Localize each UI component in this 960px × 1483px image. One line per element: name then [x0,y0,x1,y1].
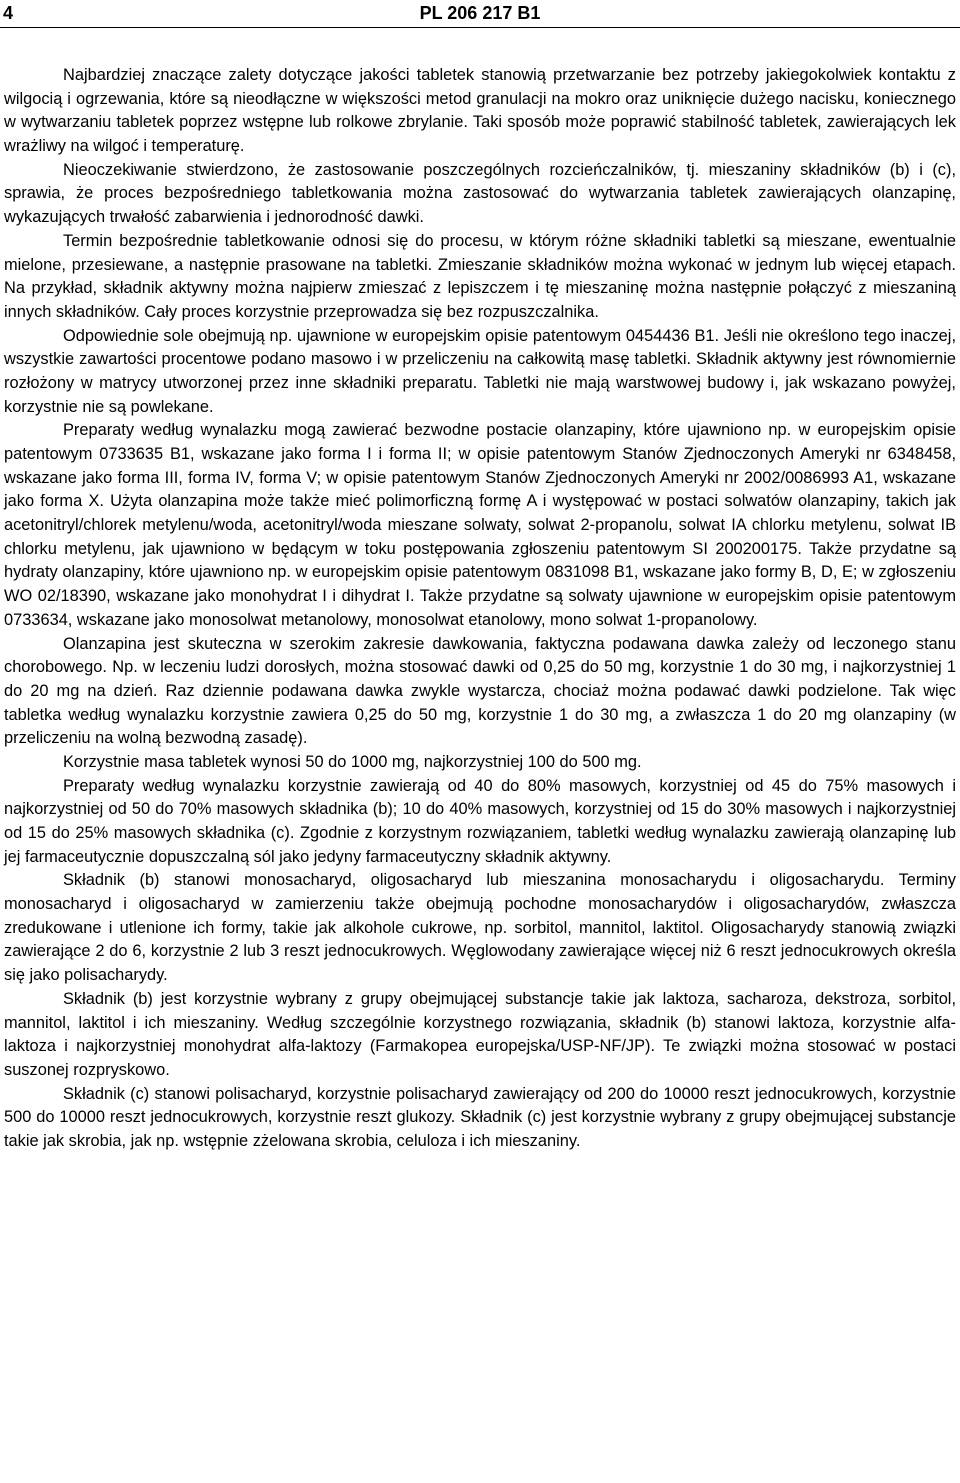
paragraph: Składnik (b) jest korzystnie wybrany z grupy obejmującej substancje takie jak laktoza, sacharoza, dekstroza, sorbitol, mannitol, laktitol i ich mieszaniny. Według szczególnie korzystnego rozwiązania, składnik (b) stanowi laktoza, korzystnie alfa-laktoza i najkorzystniej monohydrat alfa-laktozy (Farmakopea europejska/USP-NF/JP). Te związki można stosować w postaci suszonej rozpryskowo. [4,989,956,1079]
body-text [4,64,956,1154]
paragraph: Preparaty według wynalazku mogą zawierać bezwodne postacie olanzapiny, które ujawniono np. w europejskim opisie patentowym 0733635 B1, wskazane jako forma I i forma II; w opisie patentowym Stanów Zjednoczonych Ameryki nr 6348458, wskazane jako forma III, forma IV, forma V; w opisie patentowym Stanów Zjednoczonych Ameryki nr 2002/0086993 A1, wskazane jako forma X. Użyta olanzapina może także mieć polimorficzną formę A i występować w postaci solwatów olanzapiny, takich jak acetonitryl/chlorek metylenu/woda, acetonitryl/woda mieszane solwaty, solwat 2-propanolu, solwat IA chlorku metylenu, solwat IB chlorku metylenu, jak ujawniono w będącym w toku postępowania zgłoszeniu patentowym SI 200200175. Także przydatne są hydraty olanzapiny, które ujawniono np. w europejskim opisie patentowym 0831098 B1, wskazane jako formy B, D, E; w zgłoszeniu WO 02/18390, wskazane jako monohydrat I i dihydrat I. Także przydatne są solwaty ujawnione w europejskim opisie patentowym 0733634, wskazane jako monosolwat metanolowy, monosolwat etanolowy, mono solwat 1-propanolowy. [4,421,956,629]
page-header [0,0,960,28]
paragraph: Preparaty według wynalazku korzystnie zawierają od 40 do 80% masowych, korzystniej od 45 do 75% masowych i najkorzystniej od 50 do 70% masowych składnika (b); 10 do 40% masowych, korzystniej od 15 do 30% masowych i najkorzystniej od 15 do 25% masowych składnika (c). Zgodnie z korzystnym rozwiązaniem, tabletki według wynalazku zawierają olanzapinę lub jej farmaceutycznie dopuszczalną sól jako jedyny farmaceutyczny składnik aktywny. [4,776,956,866]
paragraph: Termin bezpośrednie tabletkowanie odnosi się do procesu, w którym różne składniki tabletki są mieszane, ewentualnie mielone, przesiewane, a następnie prasowane na tabletki. Zmieszanie składników można wykonać w jednym lub więcej etapach. Na przykład, składnik aktywny można najpierw zmieszać z lepiszczem i tę mieszaninę można następnie połączyć z mieszaniną innych składników. Cały proces korzystnie przeprowadza się bez rozpuszczalnika. [4,231,956,321]
paragraph: Nieoczekiwanie stwierdzono, że zastosowanie poszczególnych rozcieńczalników, tj. mieszaniny składników (b) i (c), sprawia, że proces bezpośredniego tabletkowania można zastosować do wytwarzania tabletek zawierających olanzapinę, wykazujących trwałość zabarwienia i jednorodność dawki. [4,160,956,227]
paragraph: Najbardziej znaczące zalety dotyczące jakości tabletek stanowią przetwarzanie bez potrzeby jakiegokolwiek kontaktu z wilgocią i ogrzewania, które są nieodłączne w większości metod granulacji na mokro oraz uniknięcie dużego nacisku, koniecznego w wytwarzaniu tabletek poprzez wstępne lub rolkowe zbrylanie. Taki sposób może poprawić stabilność tabletek, zawierających lek wrażliwy na wilgoć i temperaturę. [4,66,956,156]
paragraph: Składnik (c) stanowi polisacharyd, korzystnie polisacharyd zawierający od 200 do 10000 reszt jednocukrowych, korzystnie 500 do 10000 reszt jednocukrowych, korzystnie reszt glukozy. Składnik (c) jest korzystnie wybrany z grupy obejmującej substancje takie jak skrobia, jak np. wstępnie zżelowana skrobia, celuloza i ich mieszaniny. [4,1084,956,1150]
paragraph: Olanzapina jest skuteczna w szerokim zakresie dawkowania, faktyczna podawana dawka zależy od leczonego stanu chorobowego. Np. w leczeniu ludzi dorosłych, można stosować dawki od 0,25 do 50 mg, korzystnie 1 do 30 mg, i najkorzystniej 1 do 20 mg na dzień. Raz dziennie podawana dawka zwykle wystarcza, chociaż można podawać dawki podzielone. Tak więc tabletka według wynalazku korzystnie zawiera 0,25 do 50 mg, korzystnie 1 do 30 mg, a zwłaszcza 1 do 20 mg olanzapiny (w przeliczeniu na wolną bezwodną zasadę). [4,634,956,748]
paragraph: Składnik (b) stanowi monosacharyd, oligosacharyd lub mieszanina monosacharydu i oligosacharydu. Terminy monosacharyd i oligosacharyd w zamierzeniu także obejmują pochodne monosacharydów i oligosacharydów, zwłaszcza zredukowane i utlenione ich formy, takie jak alkohole cukrowe, np. sorbitol, mannitol, laktitol. Oligosacharydy stanowią związki zawierające 2 do 6, korzystnie 2 lub 3 reszt jednocukrowych. Węglowodany zawierające więcej niż 6 reszt jednocukrowych określa się jako polisacharydy. [4,871,956,985]
page-number: 4 [3,3,14,23]
paragraph: Odpowiednie sole obejmują np. ujawnione w europejskim opisie patentowym 0454436 B1. Jeśli nie określono tego inaczej, wszystkie zawartości procentowe podano masowo i w przeliczeniu na całkowitą masę tabletki. Składnik aktywny jest równomiernie rozłożony w matrycy utworzonej przez inne składniki preparatu. Tabletki nie mają warstwowej budowy i, jak wskazano powyżej, korzystnie nie są powlekane. [4,326,956,416]
paragraph: Korzystnie masa tabletek wynosi 50 do 1000 mg, najkorzystniej 100 do 500 mg. [63,752,642,771]
patent-number: PL 206 217 B1 [419,3,541,23]
header-divider [0,27,960,28]
